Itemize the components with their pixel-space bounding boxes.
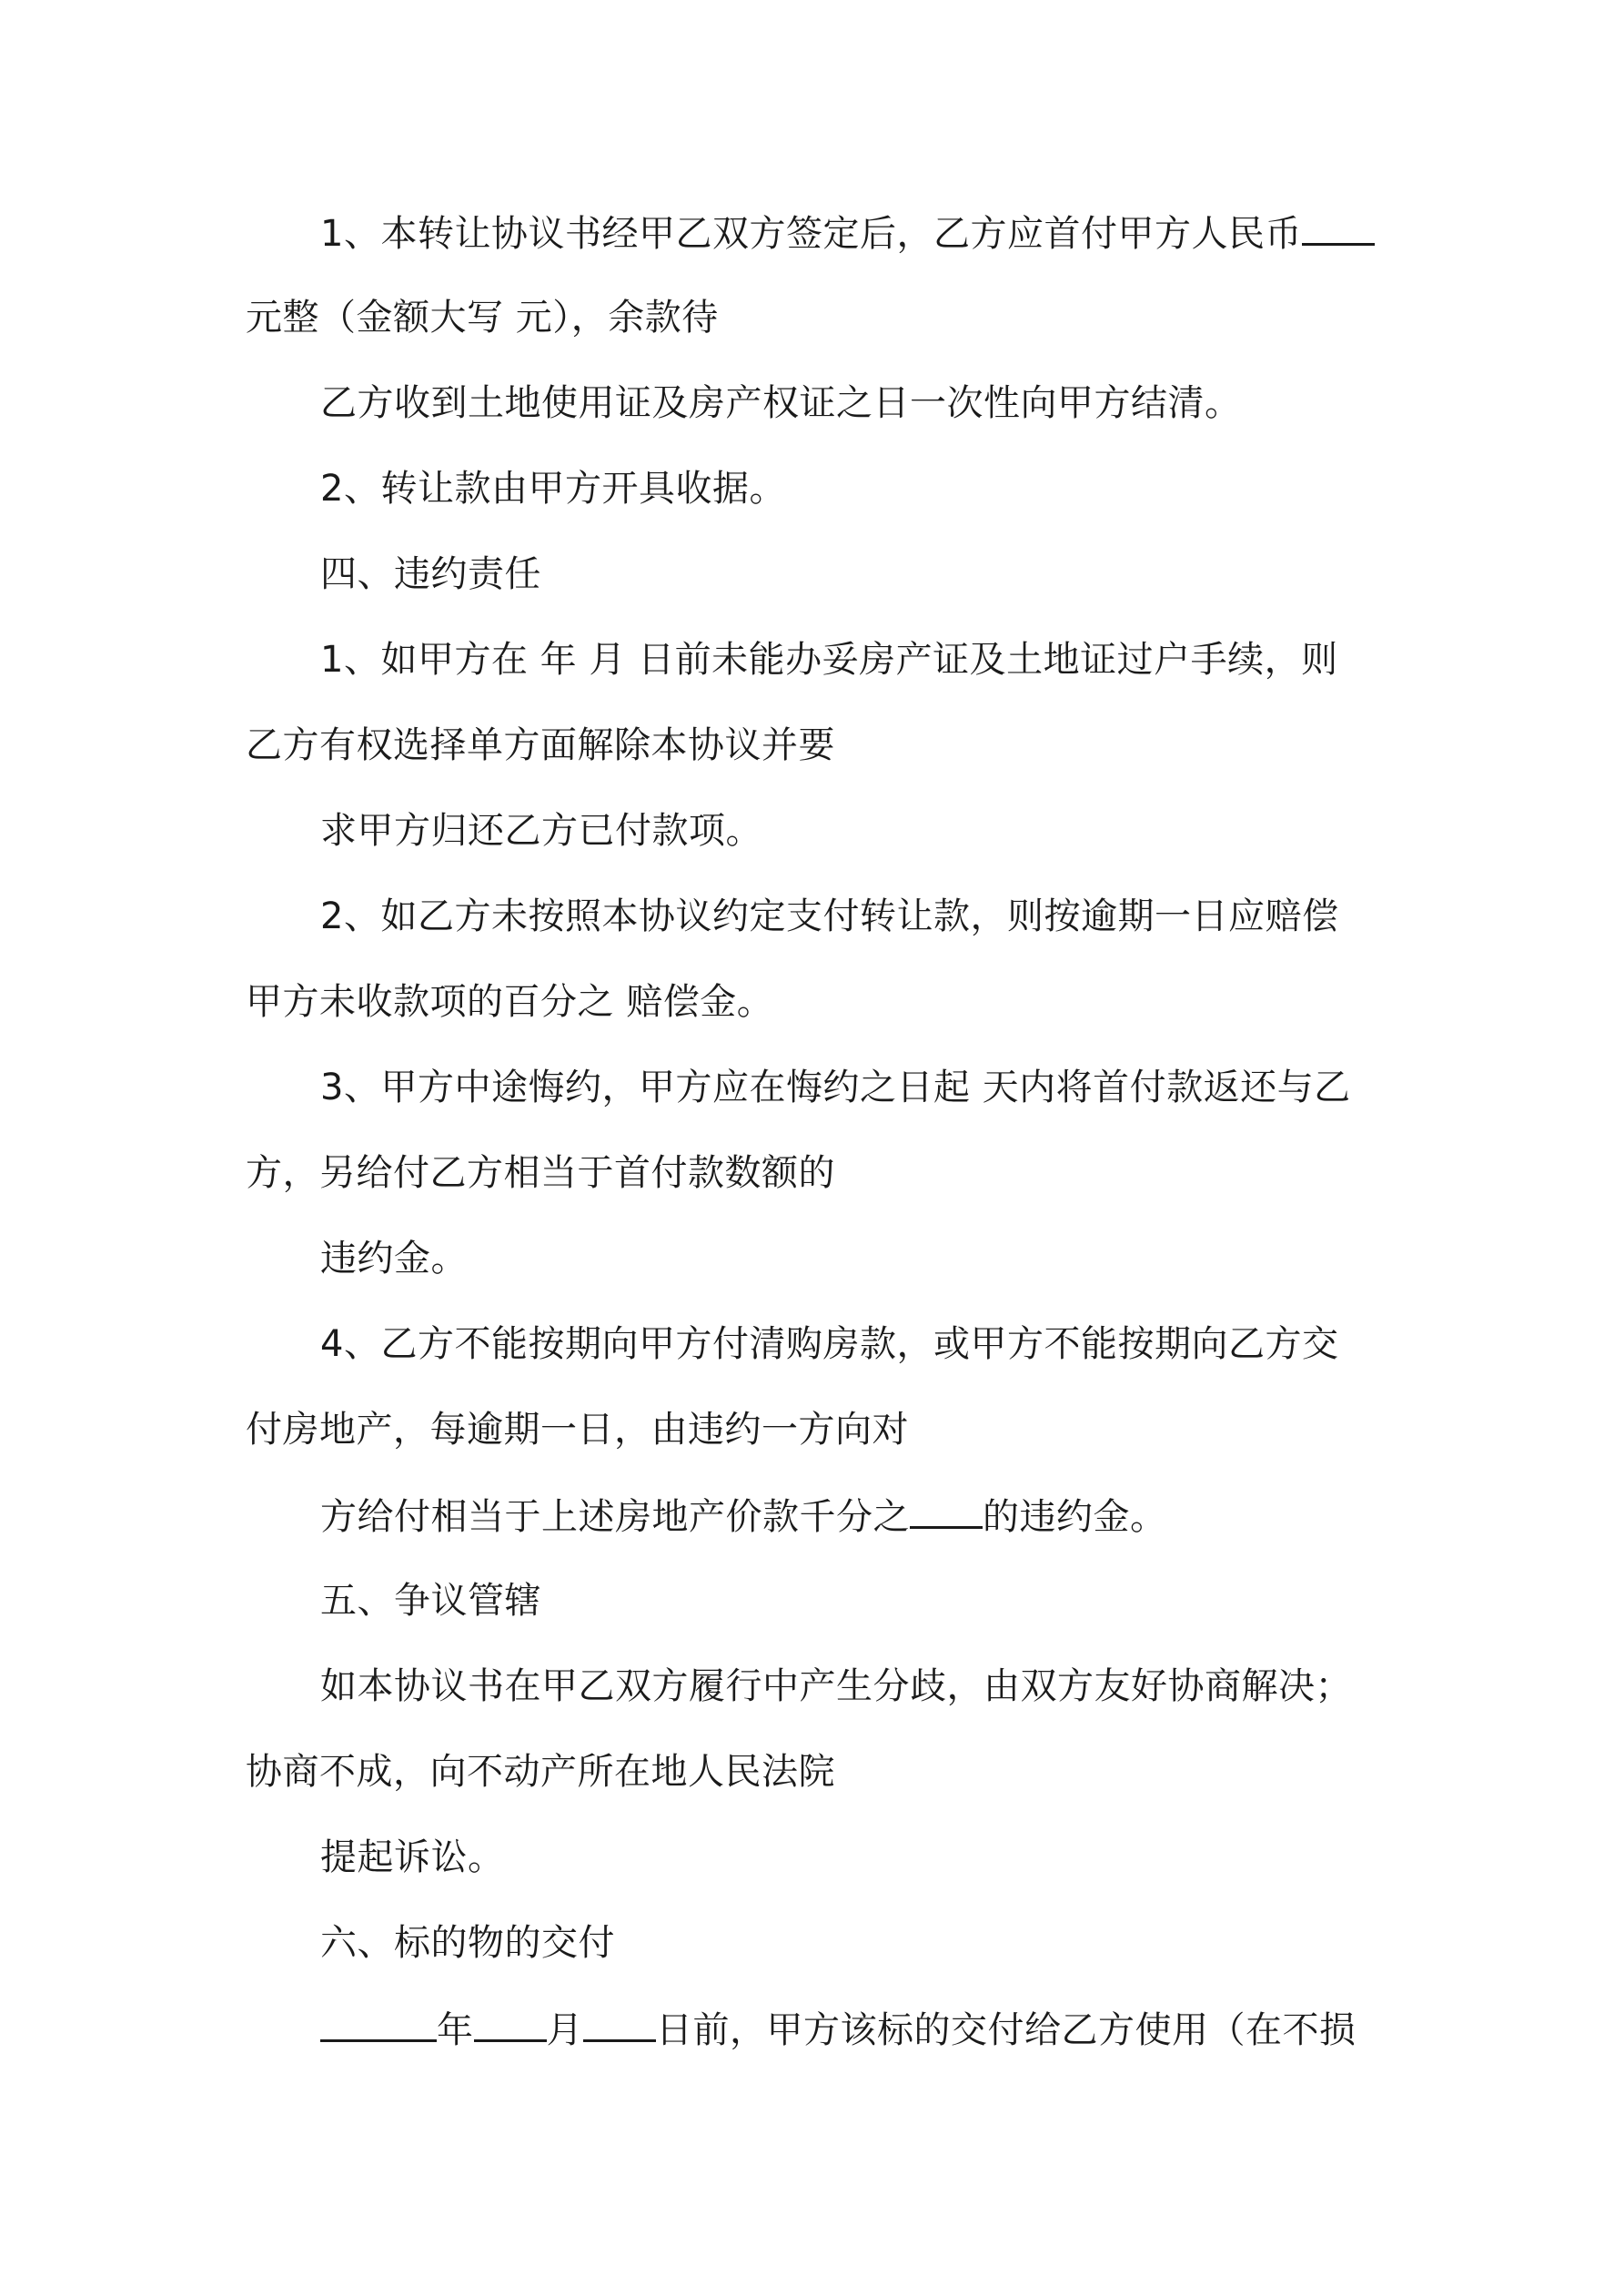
dispute-clause-line-3: 提起诉讼。 — [320, 1836, 505, 1878]
fill-in-blank — [320, 2007, 437, 2042]
text: 的违约金。 — [983, 1496, 1167, 1538]
fill-in-blank — [474, 2007, 547, 2042]
clause-4-2-line-1: 2、如乙方未按照本协议约定支付转让款，则按逾期一日应赔偿 — [320, 895, 1339, 937]
clause-4-1-line-3: 求甲方归还乙方已付款项。 — [320, 810, 762, 852]
dispute-clause-line-1: 如本协议书在甲乙双方履行中产生分歧，由双方友好协商解决； — [320, 1665, 1352, 1707]
fill-in-blank — [1302, 210, 1375, 246]
clause-3-1-line-3: 乙方收到土地使用证及房产权证之日一次性向甲方结清。 — [320, 382, 1242, 424]
text: 月 — [546, 2009, 583, 2051]
clause-3-2: 2、转让款由甲方开具收据。 — [320, 468, 786, 510]
clause-4-4-line-1: 4、乙方不能按期向甲方付清购房款，或甲方不能按期向乙方交 — [320, 1323, 1339, 1365]
text: 日前，甲方该标的交付给乙方使用（在不损 — [656, 2009, 1357, 2051]
clause-3-1-line-1 — [320, 210, 1375, 256]
clause-3-1-line-2: 元整（金额大写 元），余款待 — [246, 297, 719, 339]
clause-4-1-line-1: 1、如甲方在 年 月 日前未能办妥房产证及土地证过户手续，则 — [320, 639, 1338, 681]
section-heading-dispute: 五、争议管辖 — [320, 1580, 541, 1622]
clause-4-2-line-2: 甲方未收款项的百分之 赔偿金。 — [246, 981, 774, 1023]
clause-4-3-line-3: 违约金。 — [320, 1238, 468, 1279]
clause-4-4-line-2: 付房地产，每逾期一日，由违约一方向对 — [246, 1409, 909, 1451]
clause-4-4-line-3 — [320, 1493, 1167, 1539]
delivery-clause-line-1 — [320, 2007, 1357, 2052]
clause-4-1-line-2: 乙方有权选择单方面解除本协议并要 — [246, 724, 835, 766]
dispute-clause-line-2: 协商不成，向不动产所在地人民法院 — [246, 1751, 835, 1793]
fill-in-blank — [910, 1493, 983, 1529]
text: 方给付相当于上述房地产价款千分之 — [320, 1496, 910, 1538]
fill-in-blank — [583, 2007, 656, 2042]
clause-4-3-line-1: 3、甲方中途悔约，甲方应在悔约之日起 天内将首付款返还与乙 — [320, 1067, 1351, 1108]
text: 1、本转让协议书经甲乙双方签定后，乙方应首付甲方人民币 — [320, 213, 1302, 255]
clause-4-3-line-2: 方，另给付乙方相当于首付款数额的 — [246, 1152, 835, 1194]
section-heading-breach: 四、违约责任 — [320, 553, 541, 595]
text: 年 — [437, 2009, 474, 2051]
section-heading-delivery: 六、标的物的交付 — [320, 1922, 615, 1964]
